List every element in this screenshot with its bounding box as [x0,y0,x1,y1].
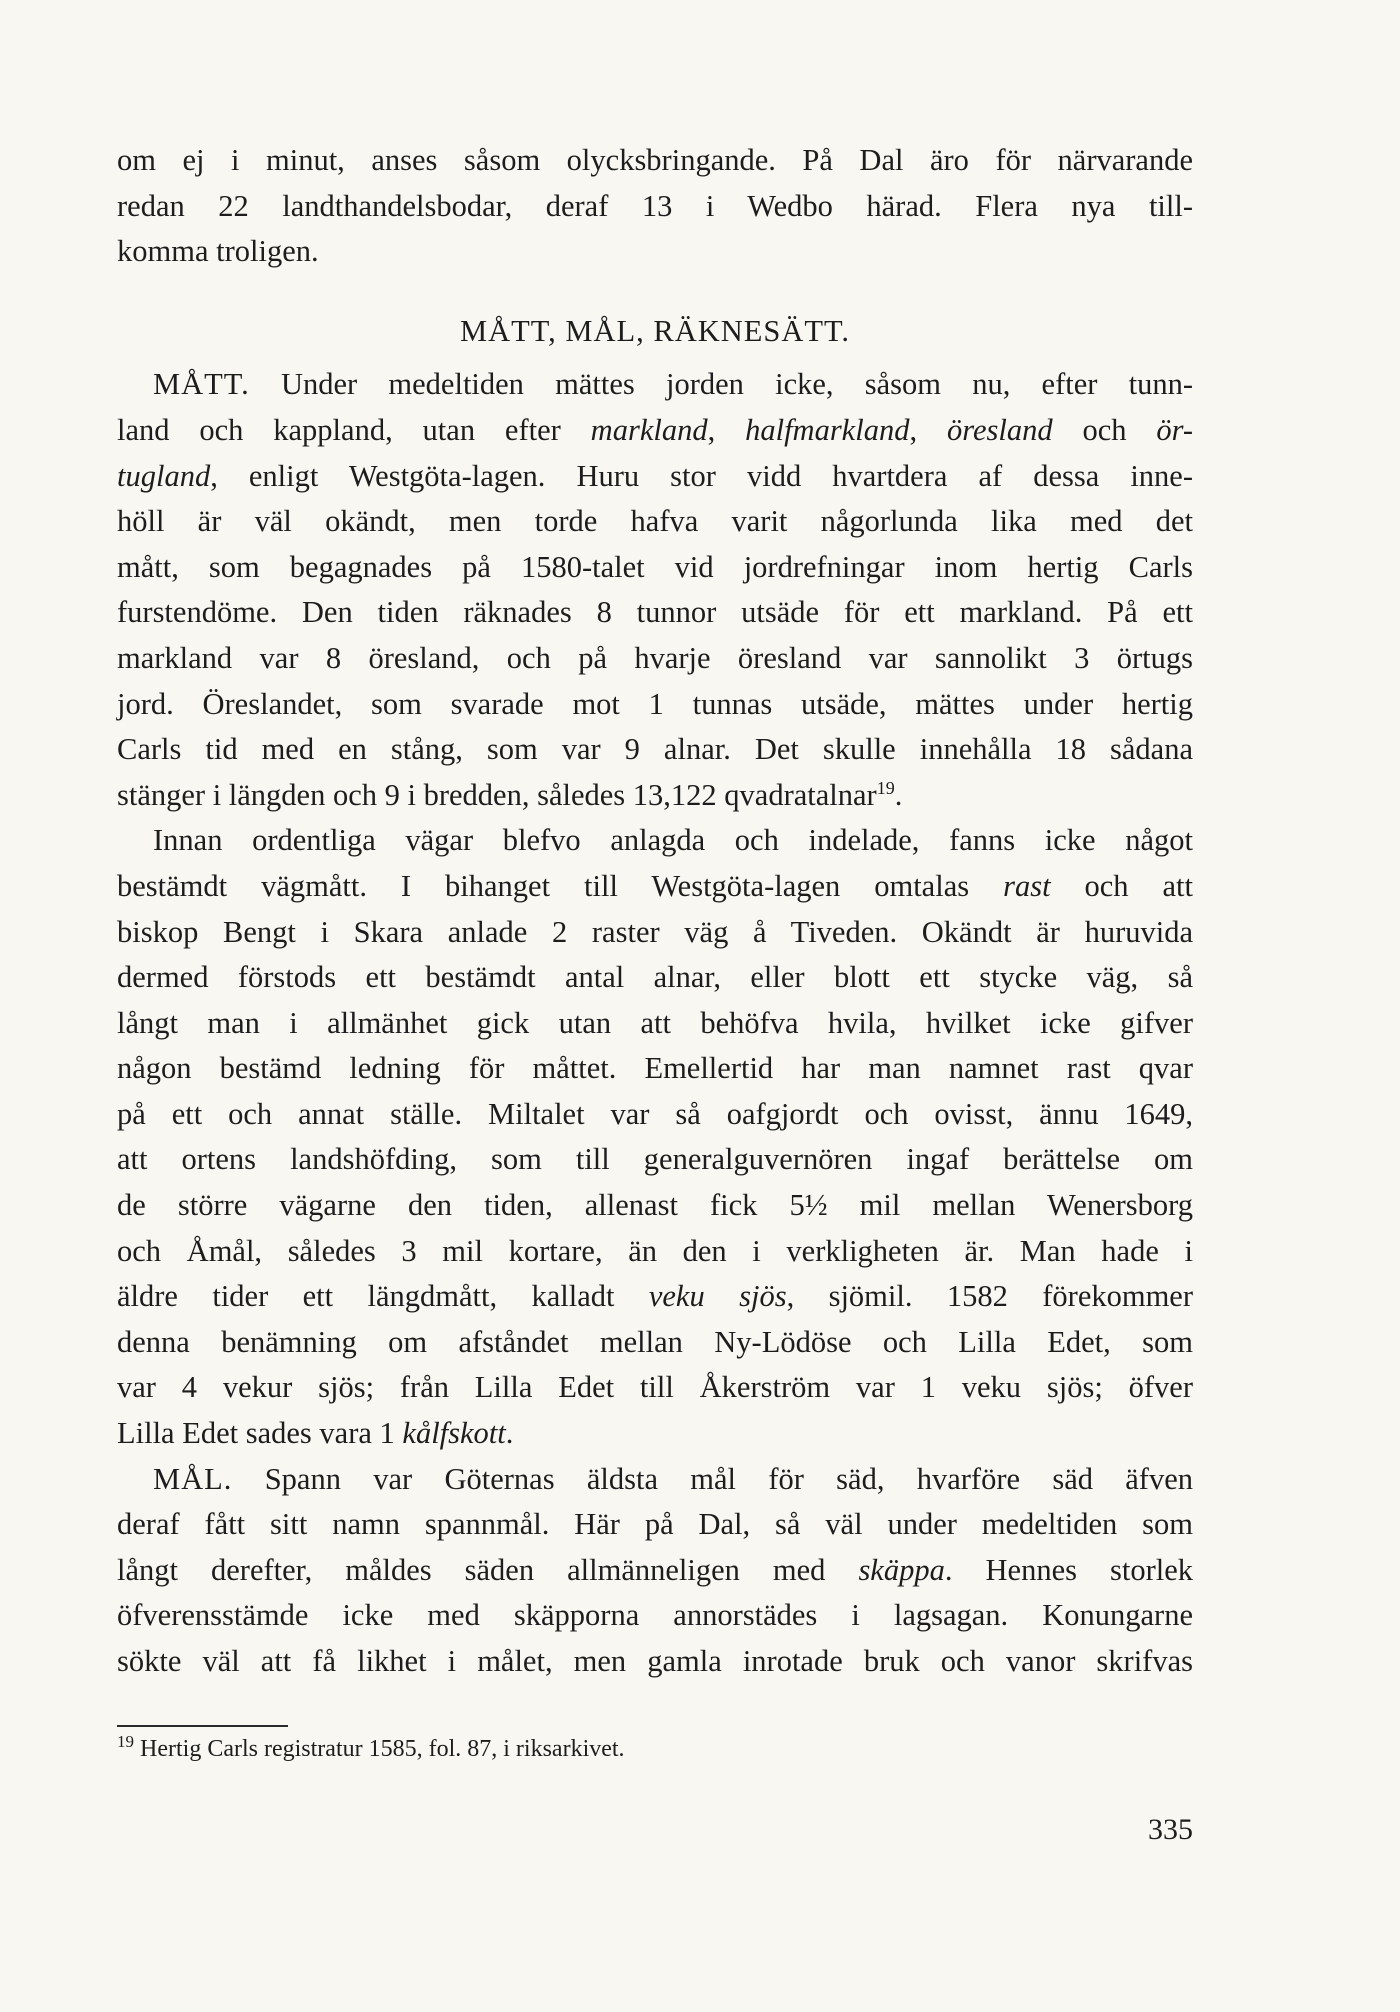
text-line: biskop Bengt i Skara anlade 2 raster väg å Tiveden. Okändt är huruvida [117,914,1193,949]
text-line: de större vägarne den tiden, allenast fick 5½ mil mellan Wenersborg [117,1188,1193,1223]
text-line: höll är väl okändt, men torde hafva varit någorlunda lika med det [117,504,1193,539]
italic-term: ör- [1156,412,1194,447]
text-line: mått, som begagnades på 1580-talet vid jordrefningar inom hertig Carls [117,549,1193,584]
text-line: stänger i längden och 9 i bredden, således 13,122 qvadratalnar$^{19}$. [117,777,903,812]
page-body [117,138,1193,1685]
text-line: äldre tider ett längdmått, kalladt veku sjös, sjömil. 1582 förekommer [117,1279,1193,1314]
italic-term: skäppa [858,1552,945,1587]
italic-term: kålfskott [402,1416,506,1451]
page-number: 335 [1148,1813,1193,1846]
footnote-text: Hertig Carls registratur 1585, fol. 87, i riksarkivet. [134,1736,625,1762]
text-line: jord. Öreslandet, som svarade mot 1 tunnas utsäde, mättes under hertig [117,686,1193,721]
text-line: tugland, enligt Westgöta-lagen. Huru stor vidd hvartdera af dessa inne- [117,458,1193,493]
italic-term: rast [1003,868,1051,903]
text-line: om ej i minut, anses såsom olycksbringande. På Dal äro för närvarande [117,143,1193,177]
paragraph-matt [117,362,1193,818]
footnote-reference: 19 [876,777,895,798]
italic-term: tugland [117,458,211,493]
text-line: komma troligen. [117,234,319,269]
footnote [117,1732,1193,1766]
text-line: MÅTT. Under medeltiden mättes jorden icke, såsom nu, efter tunn- [153,367,1193,402]
text-line: någon bestämd ledning för måttet. Emellertid har man namnet rast qvar [117,1051,1193,1086]
text-line: långt man i allmänhet gick utan att behöfva hvila, hvilket icke gifver [117,1005,1193,1040]
paragraph-intro [117,138,1193,275]
text-line: var 4 vekur sjös; från Lilla Edet till Åkerström var 1 veku sjös; öfver [117,1370,1193,1405]
italic-term: halfmarkland [745,412,910,447]
text-line: Innan ordentliga vägar blefvo anlagda och indelade, fanns icke något [153,823,1193,858]
text-line: sökte väl att få likhet i målet, men gamla inrotade bruk och vanor skrifvas [117,1644,1193,1678]
text-line: MÅL. Spann var Göternas äldsta mål för säd, hvarföre säd äfven [153,1461,1193,1496]
italic-term: veku sjös [648,1279,787,1314]
text-line: och Åmål, således 3 mil kortare, än den i verkligheten är. Man hade i [117,1233,1193,1268]
text-line: furstendöme. Den tiden räknades 8 tunnor utsäde för ett markland. På ett [117,595,1193,630]
text-line: denna benämning om afståndet mellan Ny-Lödöse och Lilla Edet, som [117,1324,1193,1359]
footnote-rule [117,1725,288,1727]
text-line: att ortens landshöfding, som till generalguvernören ingaf berättelse om [117,1142,1193,1177]
italic-term: markland [590,412,708,447]
text-line: markland var 8 öresland, och på hvarje öresland var sannolikt 3 örtugs [117,640,1193,675]
footnote-mark: 19 [117,1732,134,1751]
text-line: Lilla Edet sades vara 1 kålfskott. [117,1416,514,1451]
text-line: långt derefter, måldes säden allmänneligen med skäppa. Hennes storlek [117,1552,1194,1587]
section-heading: MÅTT, MÅL, RÄKNESÄTT. [459,313,851,348]
text-line: redan 22 landthandelsbodar, deraf 13 i Wedbo härad. Flera nya till- [117,188,1193,223]
text-line: land och kappland, utan efter markland, halfmarkland, öresland och ör- [117,412,1194,447]
text-line: på ett och annat ställe. Miltalet var så oafgjordt och ovisst, ännu 1649, [117,1096,1193,1131]
paragraph-mal [117,1457,1193,1685]
text-line: deraf fått sitt namn spannmål. Här på Dal, så väl under medeltiden som [117,1507,1193,1542]
text-line: öfverensstämde icke med skäpporna annorstädes i lagsagan. Konungarne [117,1598,1193,1633]
text-line: bestämdt vägmått. I bihanget till Westgöta-lagen omtalas rast och att [117,868,1193,903]
run-in-heading: MÅL. [153,1461,233,1496]
italic-term: öresland [946,412,1053,447]
text-line: Carls tid med en stång, som var 9 alnar. Det skulle innehålla 18 sådana [117,732,1193,767]
paragraph-vagmatt [117,818,1193,1456]
run-in-heading: MÅTT. [153,367,250,402]
text-line: dermed förstods ett bestämdt antal alnar, eller blott ett stycke väg, så [117,960,1193,995]
